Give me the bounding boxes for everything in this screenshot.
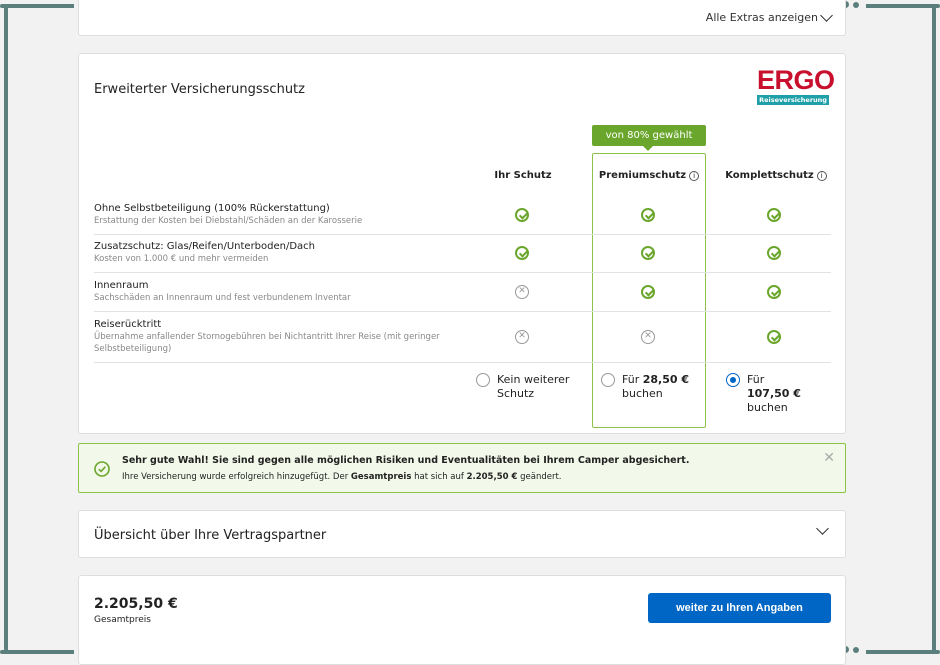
radio-no-protection[interactable]: [476, 373, 490, 387]
option-prefix: Für: [622, 373, 640, 386]
option-line2: Schutz: [497, 387, 535, 400]
success-message: [78, 443, 846, 493]
total-price: 2.205,50 €: [94, 596, 178, 612]
chevron-down-icon: [820, 9, 833, 22]
coverage-description: Kosten von 1.000 € und mehr vermeiden: [94, 254, 269, 264]
total-price-label: Gesamtpreis: [94, 615, 151, 625]
option-suffix: buchen: [622, 387, 663, 400]
success-text-part: Ihre Versicherung wurde erfolgreich hinzugefügt. Der: [122, 472, 349, 482]
coverage-row: [94, 235, 831, 273]
section-title: Erweiterter Versicherungsschutz: [94, 82, 305, 97]
check-icon: [767, 285, 781, 299]
check-icon: [641, 208, 655, 222]
show-all-extras-label: Alle Extras anzeigen: [705, 11, 818, 24]
option-label: [497, 373, 569, 401]
coverage-description: Sachschäden an Innenraum und fest verbundenem Inventar: [94, 293, 351, 303]
coverage-title: Ohne Selbstbeteiligung (100% Rückerstattung): [94, 203, 330, 214]
check-icon: [767, 330, 781, 344]
column-header-label: Komplettschutz: [725, 170, 814, 181]
success-text-bold: Gesamtpreis: [350, 472, 412, 482]
check-icon: [767, 246, 781, 260]
success-text-price: 2.205,50 €: [466, 472, 518, 482]
check-icon: [641, 246, 655, 260]
option-price: 28,50 €: [642, 373, 690, 386]
ergo-logo-word: ERGO: [757, 65, 835, 95]
coverage-row: [94, 197, 831, 235]
radio-complete[interactable]: [726, 373, 740, 387]
column-header-label: Premiumschutz: [598, 170, 687, 181]
show-all-extras-link[interactable]: [706, 11, 831, 24]
x-circle-icon: ✕: [641, 330, 655, 344]
option-line1: Kein weiterer: [497, 373, 570, 386]
check-circle-icon: [94, 461, 110, 477]
ergo-logo: [757, 65, 835, 105]
option-label: [747, 373, 801, 415]
column-header-premiumschutz: [592, 170, 706, 181]
check-icon: [767, 208, 781, 222]
coverage-title: Reiserücktritt: [94, 319, 162, 330]
coverage-description: Übernahme anfallender Stornogebühren bei Nichtantritt Ihrer Reise (mit geringer Selbstbeteiligung): [94, 332, 440, 354]
frame-dot: [853, 647, 859, 653]
column-header-komplettschutz: [716, 170, 836, 181]
success-title: Sehr gute Wahl! Sie sind gegen alle möglichen Risiken und Eventualitäten bei Ihrem Camper abgesichert.: [122, 455, 690, 466]
option-suffix: buchen: [747, 401, 788, 414]
success-text-part: geändert.: [520, 472, 562, 482]
chevron-down-icon: [816, 522, 829, 535]
ergo-logo-subtitle: Reiseversicherung: [757, 95, 829, 105]
coverage-row: [94, 273, 831, 312]
contract-partners-title: Übersicht über Ihre Vertragspartner: [94, 528, 327, 543]
column-header-ihr-schutz: [488, 170, 558, 181]
check-icon: [641, 285, 655, 299]
check-icon: [515, 246, 529, 260]
check-icon: [515, 208, 529, 222]
close-icon[interactable]: ✕: [823, 450, 835, 466]
frame-right: [932, 4, 936, 654]
info-icon[interactable]: i: [817, 171, 827, 181]
extras-card: [78, 0, 846, 36]
column-header-label: Ihr Schutz: [494, 170, 552, 181]
coverage-description: Erstattung der Kosten bei Diebstahl/Schäden an der Karosserie: [94, 216, 363, 226]
radio-premium[interactable]: [601, 373, 615, 387]
success-text-part: hat sich auf: [414, 472, 464, 482]
option-price: 107,50 €: [747, 387, 801, 400]
frame-dot: [853, 2, 859, 8]
insurance-card: [78, 53, 846, 434]
coverage-title: Innenraum: [94, 280, 149, 291]
coverage-title: Zusatzschutz: Glas/Reifen/Unterboden/Dach: [94, 241, 316, 252]
option-prefix: Für: [747, 373, 765, 386]
success-text: [122, 472, 562, 482]
coverage-row: [94, 312, 831, 363]
price-summary-card: [78, 575, 846, 665]
info-icon[interactable]: i: [689, 171, 699, 181]
x-circle-icon: ✕: [515, 330, 529, 344]
x-circle-icon: ✕: [515, 285, 529, 299]
continue-button[interactable]: weiter zu Ihren Angaben: [648, 593, 831, 623]
option-label: [622, 373, 689, 401]
recommended-badge: von 80% gewählt: [592, 125, 706, 146]
frame-left: [4, 4, 8, 654]
contract-partners-accordion[interactable]: [78, 510, 846, 558]
